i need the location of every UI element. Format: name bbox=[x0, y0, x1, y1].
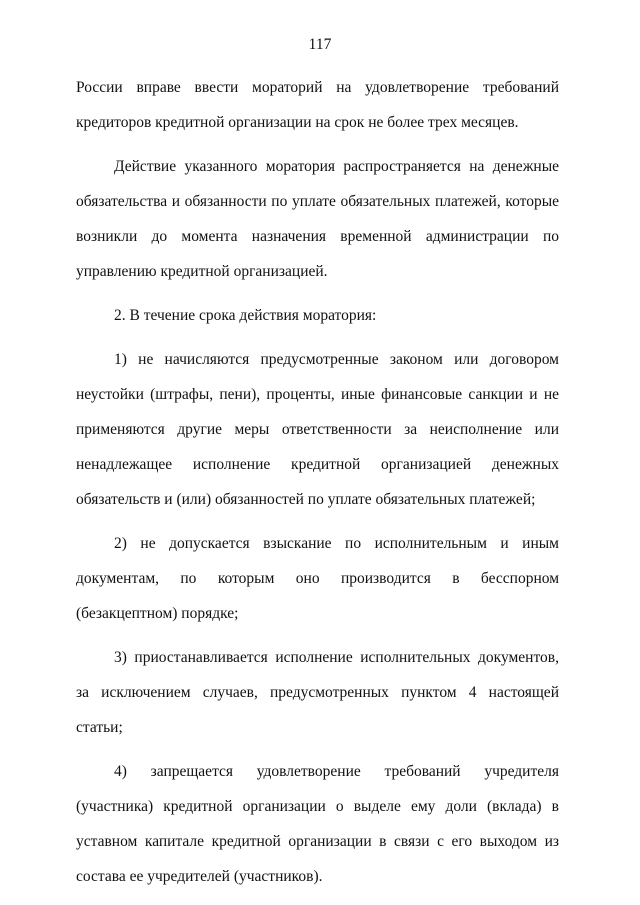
paragraph-item-4: 4) запрещается удовлетворение требований учредителя (участника) кредитной организации о выделе ему доли (вклада) в уставном капитале кредитной организации в связи с его выходом из состава ее учредителей (участников). bbox=[76, 763, 559, 885]
paragraph-moratorium-scope: Действие указанного моратория распространяется на денежные обязательства и обязанности по уплате обязательных платежей, которые возникли до момента назначения временной администрации по управлению кредитной организацией. bbox=[76, 158, 559, 280]
paragraph-item-2: 2) не допускается взыскание по исполнительным и иным документам, по которым оно производится в бесспорном (безакцептном) порядке; bbox=[76, 535, 559, 622]
page-number: 117 bbox=[308, 36, 332, 53]
paragraph-moratorium-intro: России вправе ввести мораторий на удовлетворение требований кредиторов кредитной организации на срок не более трех месяцев. bbox=[76, 79, 559, 131]
paragraph-section-2-heading: 2. В течение срока действия моратория: bbox=[114, 307, 377, 324]
paragraph-item-3: 3) приостанавливается исполнение исполнительных документов, за исключением случаев, предусмотренных пунктом 4 настоящей статьи; bbox=[76, 649, 559, 736]
paragraph-item-1: 1) не начисляются предусмотренные законом или договором неустойки (штрафы, пени), проценты, иные финансовые санкции и не применяются другие меры ответственности за неисполнение или ненадлежащее исполнение кредитной организацией денежных обязательств и (или) обязанностей по уплате обязательных платежей; bbox=[76, 351, 559, 508]
document-body bbox=[76, 70, 559, 894]
